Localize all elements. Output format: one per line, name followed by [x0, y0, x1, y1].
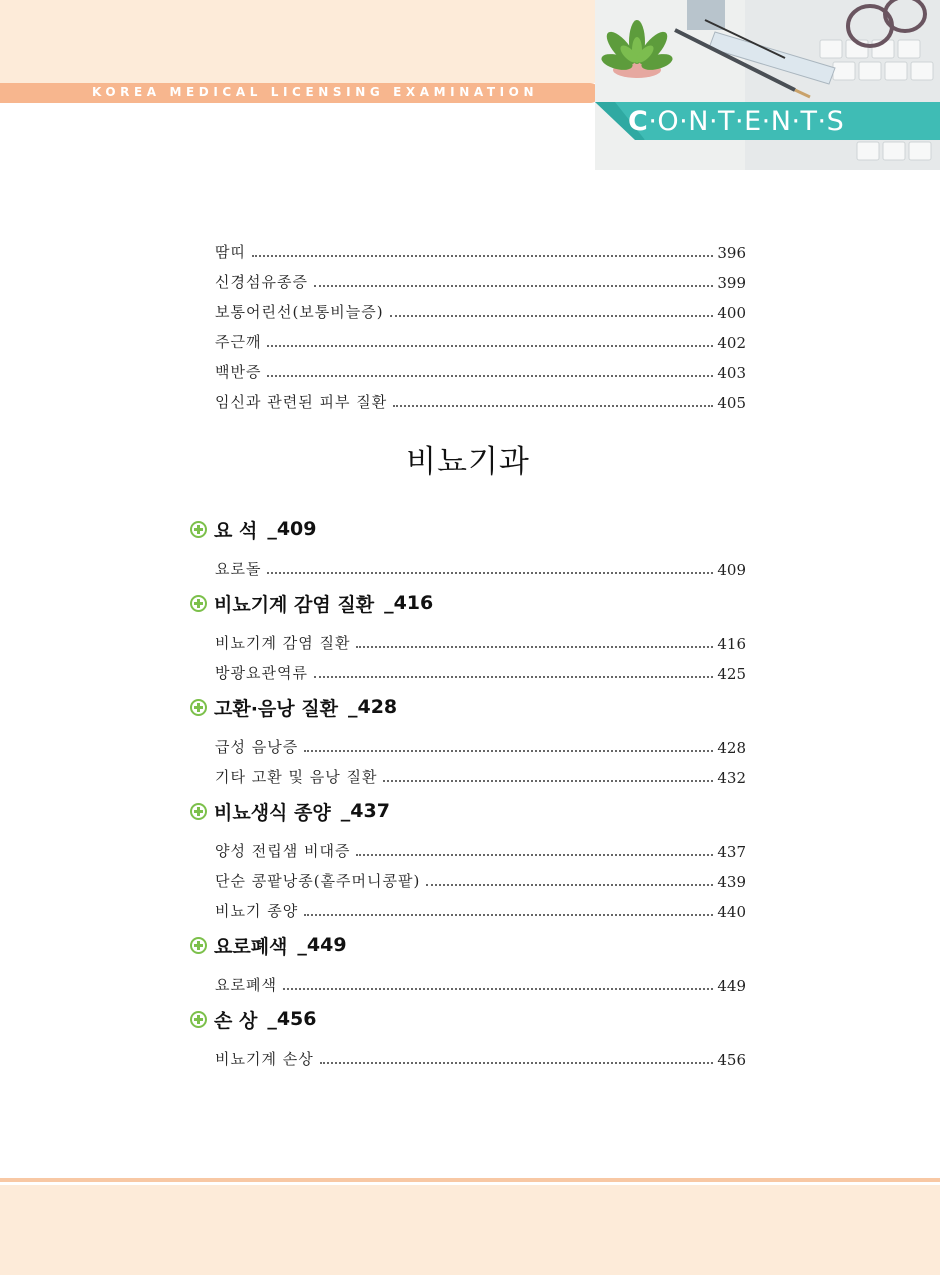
- entry-page: 403: [717, 364, 746, 382]
- dot-leader: [267, 345, 713, 347]
- exam-label: KOREA MEDICAL LICENSING EXAMINATION: [92, 85, 539, 99]
- chapter-title: 요 석: [214, 519, 258, 542]
- entry-title: 주근깨: [215, 333, 262, 351]
- chapter-page-ref: _437: [340, 800, 390, 822]
- dot-leader: [267, 375, 713, 377]
- plus-circle-icon: [190, 595, 207, 612]
- plus-circle-icon: [190, 699, 207, 716]
- entry-page: 449: [717, 977, 746, 995]
- chapter-heading[interactable]: [190, 687, 746, 727]
- dot-leader: [426, 884, 713, 886]
- chapter-page-ref: _428: [347, 696, 398, 718]
- toc-entry[interactable]: [190, 831, 746, 861]
- footer-band: [0, 1185, 940, 1275]
- chapter-page-ref: _409: [267, 518, 317, 540]
- plus-circle-icon: [190, 937, 207, 954]
- chapter-heading[interactable]: [190, 999, 746, 1039]
- dot-leader: [304, 750, 713, 752]
- entry-title: 급성 음낭증: [215, 738, 299, 756]
- entry-page: 425: [717, 665, 746, 683]
- dot-leader: [267, 572, 713, 574]
- entry-page: 428: [717, 739, 746, 757]
- plus-circle-icon: [190, 1011, 207, 1028]
- entry-page: 456: [717, 1051, 746, 1069]
- entry-page: 437: [717, 843, 746, 861]
- entry-page: 440: [717, 903, 746, 921]
- table-of-contents: [190, 232, 746, 1069]
- toc-entry[interactable]: [190, 232, 746, 262]
- toc-entry[interactable]: [190, 653, 746, 683]
- entry-page: 432: [717, 769, 746, 787]
- entry-page: 400: [717, 304, 746, 322]
- toc-entry[interactable]: [190, 891, 746, 921]
- entry-title: 요로폐색: [215, 976, 277, 994]
- toc-entry[interactable]: [190, 1039, 746, 1069]
- chapter-heading[interactable]: [190, 791, 746, 831]
- dot-leader: [390, 315, 714, 317]
- dot-leader: [314, 285, 713, 287]
- entry-page: 439: [717, 873, 746, 891]
- entry-title: 임신과 관련된 피부 질환: [215, 393, 388, 411]
- dot-leader: [283, 988, 713, 990]
- chapter-page-ref: _456: [267, 1008, 317, 1030]
- plus-circle-icon: [190, 803, 207, 820]
- exam-label-strip: [0, 83, 600, 103]
- dot-leader: [252, 255, 713, 257]
- entry-title: 비뇨기 종양: [215, 902, 299, 920]
- toc-entry[interactable]: [190, 262, 746, 292]
- entry-title: 보통어린선(보통비늘증): [215, 303, 384, 321]
- toc-entry[interactable]: [190, 623, 746, 653]
- entry-title: 비뇨기계 손상: [215, 1050, 314, 1068]
- chapter-title: 요로폐색: [214, 935, 288, 958]
- entry-title: 땀띠: [215, 243, 246, 261]
- dot-leader: [320, 1062, 714, 1064]
- chapter-page-ref: _449: [297, 934, 347, 956]
- toc-entry[interactable]: [190, 382, 746, 412]
- contents-label: [628, 106, 844, 137]
- toc-entry[interactable]: [190, 549, 746, 579]
- chapter-title: 비뇨기계 감염 질환: [214, 593, 375, 616]
- chapter-title: 비뇨생식 종양: [214, 801, 331, 824]
- entry-page: 416: [717, 635, 746, 653]
- entry-title: 비뇨기계 감염 질환: [215, 634, 351, 652]
- chapter-title: 고환·음낭 질환: [214, 697, 338, 720]
- dot-leader: [356, 854, 713, 856]
- chapter-page-ref: _416: [384, 592, 434, 614]
- toc-entry[interactable]: [190, 965, 746, 995]
- entry-page: 396: [717, 244, 746, 262]
- dot-leader: [304, 914, 713, 916]
- contents-rest: ·O·N·T·E·N·T·S: [648, 106, 845, 137]
- entry-page: 402: [717, 334, 746, 352]
- entry-title: 백반증: [215, 363, 262, 381]
- toc-entry[interactable]: [190, 727, 746, 757]
- contents-first-letter: C: [628, 106, 649, 137]
- plus-circle-icon: [190, 521, 207, 538]
- entry-title: 신경섬유종증: [215, 273, 308, 291]
- chapter-heading[interactable]: [190, 583, 746, 623]
- chapter-heading[interactable]: [190, 925, 746, 965]
- entry-title: 단순 콩팥낭종(홑주머니콩팥): [215, 872, 421, 890]
- dot-leader: [314, 676, 713, 678]
- footer-line: [0, 1178, 940, 1182]
- dot-leader: [383, 780, 713, 782]
- dot-leader: [356, 646, 713, 648]
- entry-page: 405: [717, 394, 746, 412]
- entry-page: 409: [717, 561, 746, 579]
- entry-title: 요로돌: [215, 560, 262, 578]
- chapter-heading[interactable]: [190, 509, 746, 549]
- toc-entry[interactable]: [190, 322, 746, 352]
- header-desk-photo: [595, 0, 940, 170]
- entry-title: 양성 전립샘 비대증: [215, 842, 351, 860]
- toc-entry[interactable]: [190, 352, 746, 382]
- entry-title: 방광요관역류: [215, 664, 308, 682]
- toc-entry[interactable]: [190, 757, 746, 787]
- entry-title: 기타 고환 및 음낭 질환: [215, 768, 378, 786]
- chapter-title: 손 상: [214, 1009, 258, 1032]
- section-title: 비뇨기과: [406, 444, 530, 480]
- entry-page: 399: [717, 274, 746, 292]
- prev-entries: [190, 232, 746, 412]
- toc-entry[interactable]: [190, 292, 746, 322]
- toc-entry[interactable]: [190, 861, 746, 891]
- dot-leader: [393, 405, 713, 407]
